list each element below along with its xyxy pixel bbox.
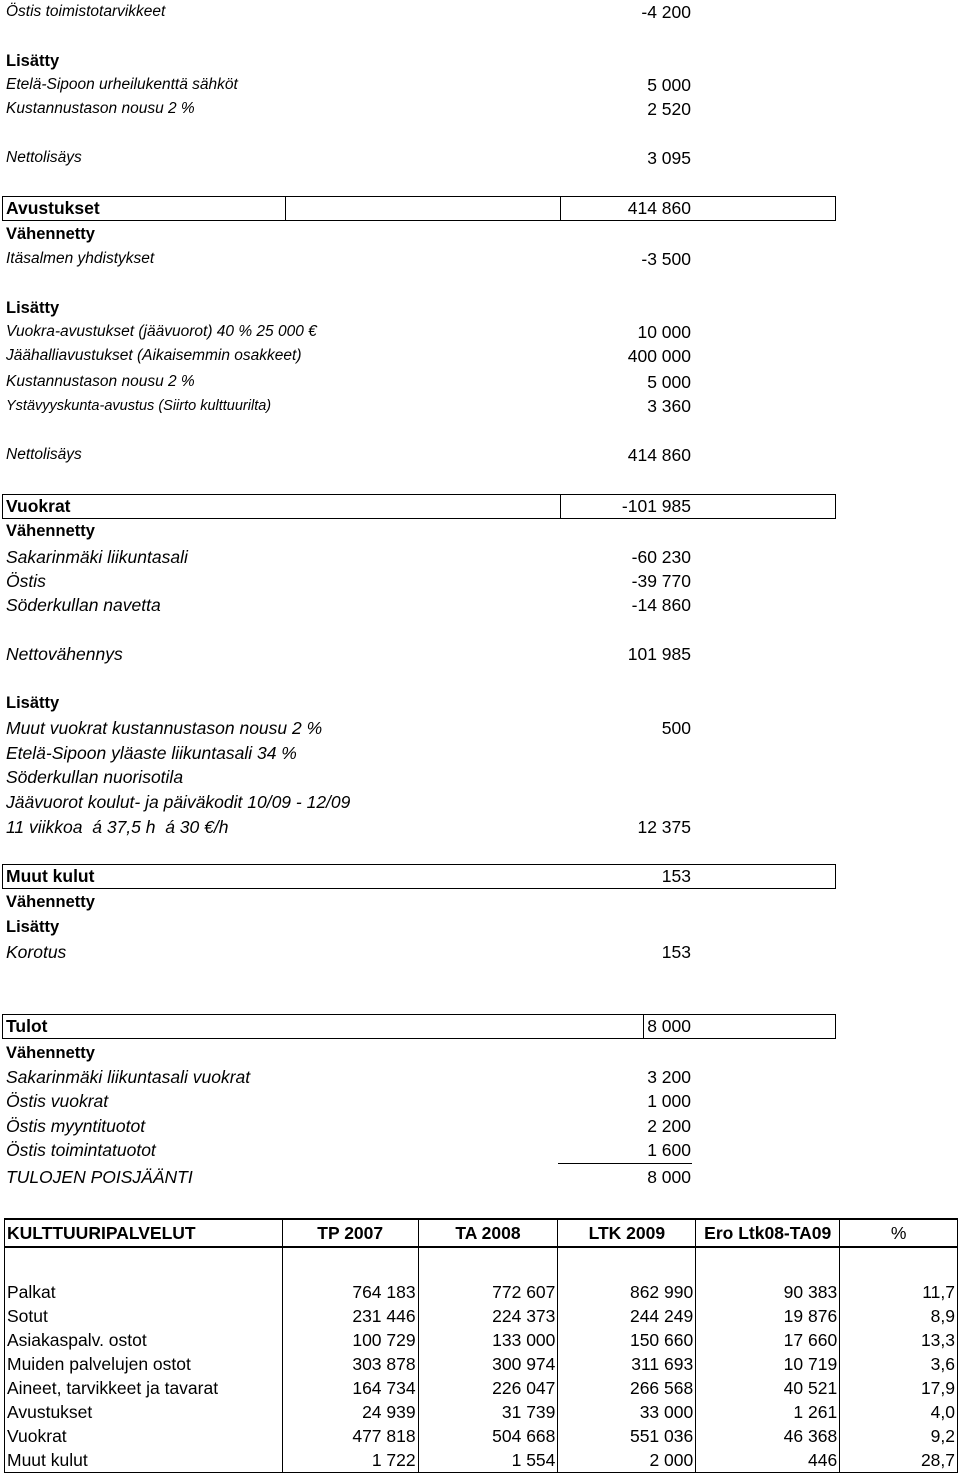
row-label: Nettovähennys <box>6 644 123 664</box>
value-cell: 1 722 <box>282 1448 418 1473</box>
value-cell: 17 660 <box>696 1328 840 1352</box>
section-sublabel: Vähennetty <box>6 522 95 540</box>
row-label: Korotus <box>6 942 67 962</box>
row-value: 5 000 <box>647 75 691 95</box>
value-cell: 46 368 <box>696 1424 840 1448</box>
row-value: -39 770 <box>631 571 691 591</box>
value-cell: 224 373 <box>418 1304 558 1328</box>
value-cell: 31 739 <box>418 1400 558 1424</box>
row-value: 414 860 <box>627 445 691 465</box>
tulot-header <box>2 1014 836 1039</box>
vuokrat-header <box>2 494 836 519</box>
row-value: 500 <box>661 718 691 738</box>
row-label: Söderkullan nuorisotila <box>6 767 184 787</box>
section-sublabel: Vähennetty <box>6 893 95 911</box>
row-label: Ystävyyskunta-avustus (Siirto kulttuurilta) <box>6 398 272 414</box>
column-header: KULTTUURIPALVELUT <box>5 1219 283 1247</box>
table-spacer-row <box>5 1247 958 1280</box>
value-cell: 303 878 <box>282 1352 418 1376</box>
value-cell: 244 249 <box>558 1304 696 1328</box>
value-cell: 231 446 <box>282 1304 418 1328</box>
row-value: -3 500 <box>641 249 691 269</box>
value-cell: 28,7 <box>840 1448 958 1473</box>
row-label: Sakarinmäki liikuntasali <box>6 547 188 567</box>
value-cell: 19 876 <box>696 1304 840 1328</box>
section-title: Vuokrat <box>6 496 71 516</box>
muut-kulut-header <box>2 864 836 889</box>
value-cell: 772 607 <box>418 1280 558 1304</box>
table-row <box>5 1328 958 1352</box>
value-cell: 2 000 <box>558 1448 696 1473</box>
table-row <box>5 1400 958 1424</box>
table-row <box>5 1280 958 1304</box>
row-value: 3 200 <box>647 1067 691 1087</box>
row-value: -60 230 <box>631 547 691 567</box>
row-value: -14 860 <box>631 595 691 615</box>
value-cell: 504 668 <box>418 1424 558 1448</box>
value-cell: 862 990 <box>558 1280 696 1304</box>
row-label-cell: Muiden palvelujen ostot <box>5 1352 283 1376</box>
row-label-cell: Aineet, tarvikkeet ja tavarat <box>5 1376 283 1400</box>
row-label: Etelä-Sipoon urheilukenttä sähköt <box>6 76 238 93</box>
row-label-cell: Palkat <box>5 1280 283 1304</box>
value-cell: 9,2 <box>840 1424 958 1448</box>
row-value: 10 000 <box>637 322 691 342</box>
row-label: Östis toimintatuotot <box>6 1140 156 1160</box>
row-label-cell: Asiakaspalv. ostot <box>5 1328 283 1352</box>
row-label: Kustannustason nousu 2 % <box>6 373 195 390</box>
value-cell: 551 036 <box>558 1424 696 1448</box>
row-value: 153 <box>661 942 691 962</box>
column-header: TP 2007 <box>282 1219 418 1247</box>
row-label: Östis toimistotarvikkeet <box>6 3 166 20</box>
row-label: Östis <box>6 571 46 591</box>
row-value: 1 600 <box>647 1140 691 1160</box>
section-sublabel: Lisätty <box>6 299 60 317</box>
row-value: 2 200 <box>647 1116 691 1136</box>
table-row <box>5 1352 958 1376</box>
row-label-cell: Avustukset <box>5 1400 283 1424</box>
row-label-cell: Vuokrat <box>5 1424 283 1448</box>
row-label: Etelä-Sipoon yläaste liikuntasali 34 % <box>6 743 297 763</box>
row-label: Jäävuorot koulut- ja päiväkodit 10/09 - 12/09 <box>6 792 351 812</box>
column-header: TA 2008 <box>418 1219 558 1247</box>
value-cell: 150 660 <box>558 1328 696 1352</box>
row-label: Jäähalliavustukset (Aikaisemmin osakkeet) <box>6 347 302 364</box>
value-cell: 1 261 <box>696 1400 840 1424</box>
section-total: 153 <box>661 866 691 886</box>
table-row <box>5 1304 958 1328</box>
value-cell: 133 000 <box>418 1328 558 1352</box>
section-sublabel: Vähennetty <box>6 225 95 243</box>
value-cell: 446 <box>696 1448 840 1473</box>
value-cell: 40 521 <box>696 1376 840 1400</box>
table-row <box>5 1424 958 1448</box>
value-cell: 17,9 <box>840 1376 958 1400</box>
value-cell: 90 383 <box>696 1280 840 1304</box>
row-label: Muut vuokrat kustannustason nousu 2 % <box>6 718 323 738</box>
row-label: Sakarinmäki liikuntasali vuokrat <box>6 1067 251 1087</box>
table-row <box>5 1448 958 1473</box>
row-label: Nettolisäys <box>6 149 82 166</box>
value-cell: 24 939 <box>282 1400 418 1424</box>
row-value: 3 095 <box>647 148 691 168</box>
section-sublabel: Lisätty <box>6 52 60 70</box>
sum-divider <box>558 1163 692 1164</box>
value-cell: 4,0 <box>840 1400 958 1424</box>
section-total: 414 860 <box>627 198 691 218</box>
value-cell: 266 568 <box>558 1376 696 1400</box>
row-label-cell: Muut kulut <box>5 1448 283 1473</box>
row-value: 101 985 <box>627 644 691 664</box>
section-total: -101 985 <box>621 496 691 516</box>
row-value: 12 375 <box>637 817 691 837</box>
section-sublabel: Lisätty <box>6 918 60 936</box>
row-value: 1 000 <box>647 1091 691 1111</box>
row-label: Östis vuokrat <box>6 1091 109 1111</box>
value-cell: 311 693 <box>558 1352 696 1376</box>
column-header: Ero Ltk08-TA09 <box>696 1219 840 1247</box>
value-cell: 11,7 <box>840 1280 958 1304</box>
row-label: Kustannustason nousu 2 % <box>6 100 195 117</box>
value-cell: 300 974 <box>418 1352 558 1376</box>
row-label: Vuokra-avustukset (jäävuorot) 40 % 25 000 € <box>6 323 317 340</box>
row-value: 5 000 <box>647 372 691 392</box>
value-cell: 226 047 <box>418 1376 558 1400</box>
row-value: -4 200 <box>641 2 691 22</box>
row-value: 400 000 <box>627 346 691 366</box>
row-label: 11 viikkoa á 37,5 h á 30 €/h <box>6 817 229 837</box>
value-cell: 3,6 <box>840 1352 958 1376</box>
column-header: % <box>840 1219 958 1247</box>
row-label: Itäsalmen yhdistykset <box>6 250 155 267</box>
value-cell: 100 729 <box>282 1328 418 1352</box>
value-cell: 164 734 <box>282 1376 418 1400</box>
row-value: 3 360 <box>647 396 691 416</box>
table-row <box>5 1376 958 1400</box>
section-title: Muut kulut <box>6 866 95 886</box>
row-label: TULOJEN POISJÄÄNTI <box>6 1167 193 1187</box>
section-sublabel: Lisätty <box>6 694 60 712</box>
row-label: Östis myyntituotot <box>6 1116 146 1136</box>
value-cell: 10 719 <box>696 1352 840 1376</box>
value-cell: 477 818 <box>282 1424 418 1448</box>
column-header: LTK 2009 <box>558 1219 696 1247</box>
table-header-row <box>5 1219 958 1247</box>
section-title: Tulot <box>6 1016 48 1036</box>
row-label-cell: Sotut <box>5 1304 283 1328</box>
row-value: 8 000 <box>647 1167 691 1187</box>
kulttuuripalvelut-table <box>4 1218 958 1473</box>
row-value: 2 520 <box>647 99 691 119</box>
row-label: Nettolisäys <box>6 446 82 463</box>
section-total: 8 000 <box>647 1016 691 1036</box>
avustukset-header <box>2 196 836 221</box>
section-sublabel: Vähennetty <box>6 1044 95 1062</box>
value-cell: 33 000 <box>558 1400 696 1424</box>
value-cell: 764 183 <box>282 1280 418 1304</box>
value-cell: 1 554 <box>418 1448 558 1473</box>
value-cell: 13,3 <box>840 1328 958 1352</box>
section-title: Avustukset <box>6 198 100 218</box>
row-label: Söderkullan navetta <box>6 595 161 615</box>
value-cell: 8,9 <box>840 1304 958 1328</box>
